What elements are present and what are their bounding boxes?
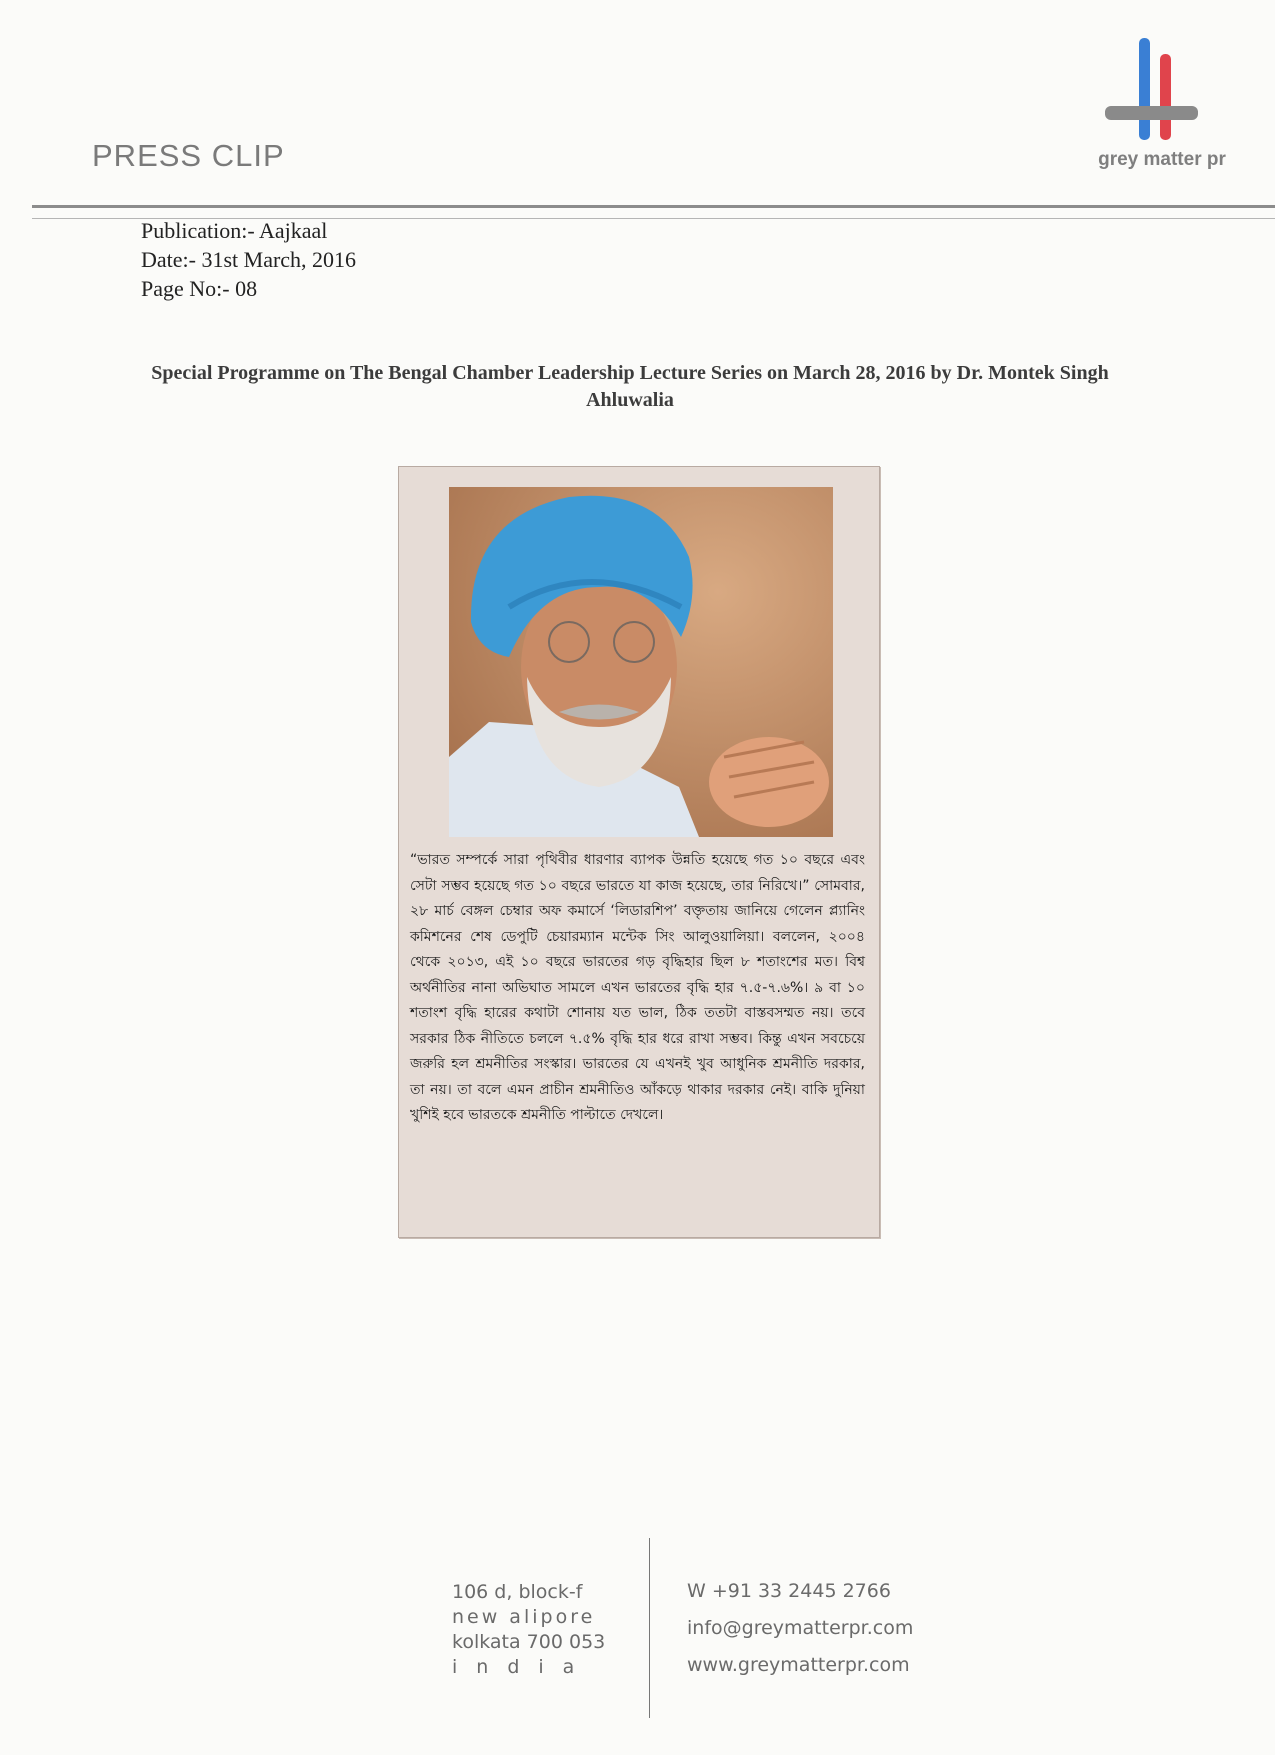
address-line: india (452, 1656, 594, 1678)
address-line: new alipore (452, 1606, 596, 1628)
phone-number: W +91 33 2445 2766 (687, 1580, 891, 1602)
website-link[interactable]: www.greymatterpr.com (687, 1654, 910, 1676)
publication-page: Page No:- 08 (141, 276, 258, 301)
publication-date: Date:- 31st March, 2016 (141, 247, 357, 272)
header-rule (32, 205, 1275, 208)
portrait-photo (449, 487, 833, 837)
footer-address (452, 1580, 605, 1680)
publication-name: Publication:- Aajkaal (141, 218, 328, 243)
email-link[interactable]: info@greymatterpr.com (687, 1617, 914, 1639)
publication-meta (141, 216, 356, 303)
article-text: “ভারত সম্পর্কে সারা পৃথিবীর ধারণার ব্যাপক উন্নতি হয়েছে গত ১০ বছরে এবং সেটা সম্ভব হয়েছে গত ১০ বছরে ভারতে যা কাজ হয়েছে, তার নিরিখে।” সোমবার, ২৮ মার্চ বেঙ্গল চেম্বার অফ কমার্সে ‘লিডারশিপ’ বক্তৃতায় জানিয়ে গেলেন প্ল্যানিং কমিশনের শেষ ডেপুটি চেয়ারম্যান মন্টেক সিং আলুওয়ালিয়া। বললেন, ২০০৪ থেকে ২০১৩, এই ১০ বছরে ভারতের গড় বৃদ্ধিহার ছিল ৮ শতাংশের মত। বিশ্ব অর্থনীতির নানা অভিঘাত সামলে এখন ভারতের বৃদ্ধি হার ৭.৫-৭.৬%। ৯ বা ১০ শতাংশ বৃদ্ধি হারের কথাটা শোনায় যত ভাল, ঠিক ততটা বাস্তবসম্মত নয়। তবে সরকার ঠিক নীতিতে চললে ৭.৫% বৃদ্ধি হার ধরে রাখা সম্ভব। কিন্তু এখন সবচেয়ে জরুরি হল শ্রমনীতির সংস্কার। ভারতের যে এখনই খুব আধুনিক শ্রমনীতি দরকার, তা নয়। তা বলে এমন প্রাচীন শ্রমনীতিও আঁকড়ে থাকার দরকার নেই। বাকি দুনিয়া খুশিই হবে ভারতকে শ্রমনীতি পাল্টাতে দেখলে। (410, 852, 865, 1123)
address-line: 106 d, block-f (452, 1581, 583, 1603)
brand-name: grey matter pr (1098, 149, 1226, 170)
clip-headline: Special Programme on The Bengal Chamber Leadership Lecture Series on March 28, 2016 by Dr. Montek Singh Ahluwalia (151, 362, 1109, 411)
footer-contact (687, 1580, 913, 1691)
footer-divider (649, 1538, 650, 1718)
press-clip-title: PRESS CLIP (92, 138, 285, 173)
address-line: kolkata 700 053 (452, 1631, 606, 1653)
